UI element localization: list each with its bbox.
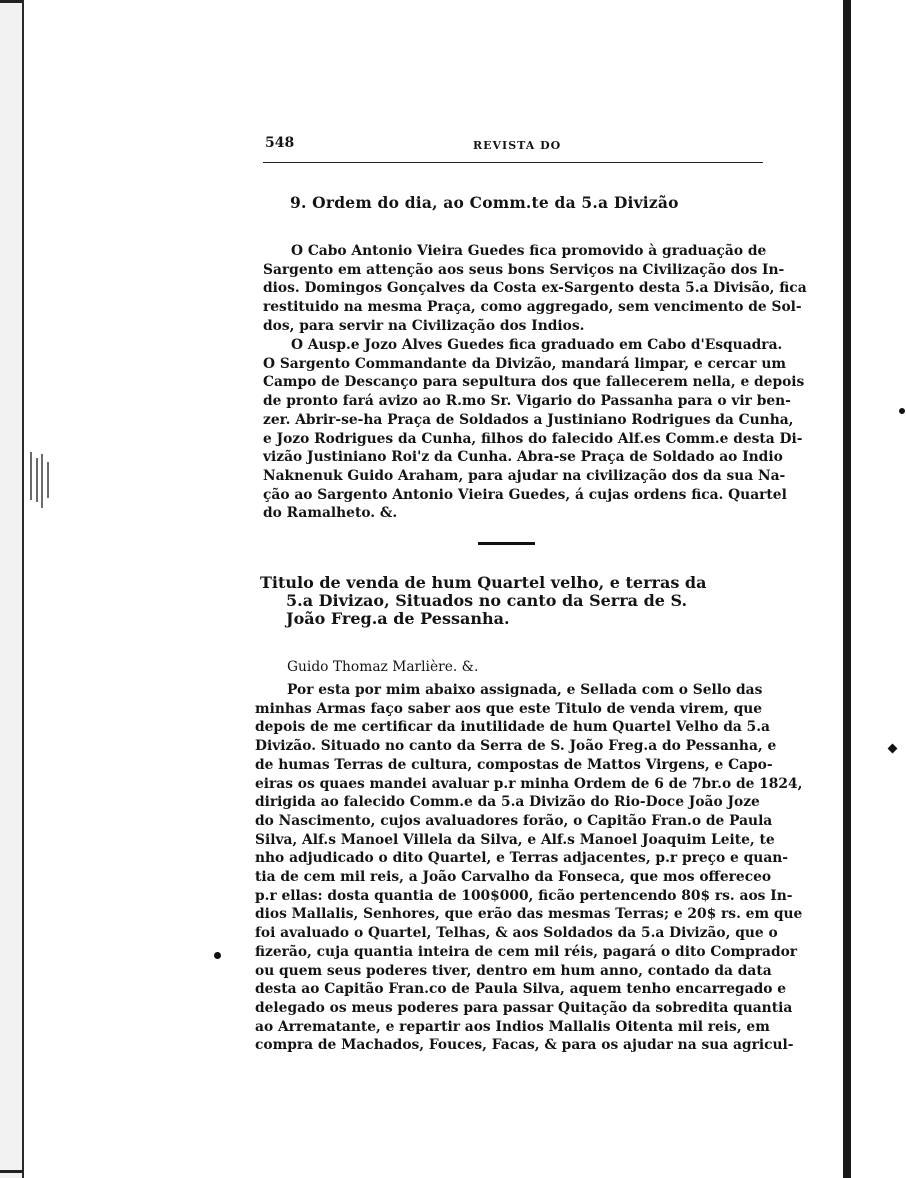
text-line: minhas Armas faço saber aos que este Titulo de venda virem, que	[255, 700, 763, 717]
scan-mark	[0, 0, 22, 3]
section-heading: 9. Ordem do dia, ao Comm.te da 5.a Divizão	[290, 193, 679, 212]
text-line: ou quem seus poderes tiver, dentro em hum anno, contado da data	[255, 962, 772, 979]
page-number: 548	[265, 135, 295, 151]
paragraph-3	[255, 681, 803, 1055]
text-line: restituido na mesma Praça, como aggregado, sem vencimento de Sol-	[263, 299, 802, 316]
text-line: foi avaluado o Quartel, Telhas, & aos Soldados da 5.a Divizão, que o	[255, 925, 778, 942]
scan-left-edge	[0, 0, 24, 1178]
paragraph-2	[263, 336, 805, 523]
paragraph-1	[263, 242, 807, 336]
text-line: dos, para servir na Civilização dos Indios.	[263, 317, 585, 334]
text-line: e Jozo Rodrigues da Cunha, filhos do falecido Alf.es Comm.e desta Di-	[263, 430, 803, 447]
scan-specks	[28, 452, 54, 508]
text-line: fizerão, cuja quantia inteira de cem mil réis, pagará o dito Comprador	[255, 943, 798, 960]
scan-mark	[0, 1170, 22, 1173]
text-line: ção ao Sargento Antonio Vieira Guedes, á cujas ordens fica. Quartel	[263, 486, 787, 503]
text-line: O Ausp.e Jozo Alves Guedes fica graduado em Cabo d'Esquadra.	[291, 337, 783, 353]
text-line: tia de cem mil reis, a João Carvalho da Fonseca, que mos offereceo	[255, 869, 772, 886]
margin-dot	[899, 408, 905, 414]
margin-dot	[214, 952, 221, 959]
text-line: desta ao Capitão Fran.co de Paula Silva, aquem tenho encarregado e	[255, 981, 787, 998]
text-line: depois de me certificar da inutilidade de hum Quartel Velho da 5.a	[255, 719, 770, 736]
running-title: REVISTA DO	[473, 139, 562, 152]
scan-right-edge	[843, 0, 851, 1178]
scan-right-margin	[851, 0, 907, 1178]
text-line: Campo de Descanço para sepultura dos que fallecerem nella, e depois	[263, 374, 805, 391]
text-line: zer. Abrir-se-ha Praça de Soldados a Justiniano Rodrigues da Cunha,	[263, 411, 794, 428]
text-line: Naknenuk Guido Araham, para ajudar na civilização dos da sua Na-	[263, 467, 786, 484]
salutation: Guido Thomaz Marlière. &.	[287, 659, 479, 675]
text-line: de pronto fará avizo ao R.mo Sr. Vigario do Passanha para o vir ben-	[263, 393, 791, 410]
text-line: dios Mallalis, Senhores, que erão das mesmas Terras; e 20$ rs. em que	[255, 906, 803, 923]
text-line: nho adjudicado o dito Quartel, e Terras adjacentes, p.r preço e quan-	[255, 850, 789, 867]
text-line: O Sargento Commandante da Divizão, mandará limpar, e cercar um	[263, 355, 786, 372]
text-line: O Cabo Antonio Vieira Guedes fica promovido à graduação de	[291, 243, 767, 259]
text-line: eiras os quaes mandei avaluar p.r minha Ordem de 6 de 7br.o de 1824,	[255, 775, 803, 792]
text-line: dirigida ao falecido Comm.e da 5.a Divizão do Rio-Doce João Joze	[255, 794, 760, 811]
text-line: Silva, Alf.s Manoel Villela da Silva, e Alf.s Manoel Joaquim Leite, te	[255, 831, 775, 848]
title-line: Titulo de venda de hum Quartel velho, e terras da	[260, 573, 707, 592]
text-line: p.r ellas: dosta quantia de 100$000, ficão pertencendo 80$ rs. aos In-	[255, 887, 793, 904]
text-line: vizão Justiniano Roi'z da Cunha. Abra-se Praça de Soldado ao Indio	[263, 449, 783, 466]
text-line: dios. Domingos Gonçalves da Costa ex-Sargento desta 5.a Divisão, fica	[263, 280, 807, 297]
text-line: Divizão. Situado no canto da Serra de S. João Freg.a do Pessanha, e	[255, 738, 777, 755]
title-line: João Freg.a de Pessanha.	[286, 609, 510, 628]
text-line: delegado os meus poderes para passar Quitação da sobredita quantia	[255, 999, 793, 1016]
header-rule	[263, 162, 763, 163]
section-title	[260, 574, 706, 628]
title-line: 5.a Divizao, Situados no canto da Serra de S.	[286, 591, 688, 610]
text-line: Sargento em attenção aos seus bons Serviços na Civilização dos In-	[263, 261, 785, 278]
section-divider	[478, 542, 535, 545]
text-line: Por esta por mim abaixo assignada, e Sellada com o Sello das	[287, 682, 763, 698]
text-line: ao Arrematante, e repartir aos Indios Mallalis Oitenta mil reis, em	[255, 1018, 770, 1035]
text-line: do Ramalheto. &.	[263, 505, 398, 522]
text-line: compra de Machados, Fouces, Facas, & para os ajudar na sua agricul-	[255, 1037, 794, 1054]
text-line: do Nascimento, cujos avaluadores forão, o Capitão Fran.o de Paula	[255, 812, 773, 829]
text-line: de humas Terras de cultura, compostas de Mattos Virgens, e Capo-	[255, 756, 773, 773]
